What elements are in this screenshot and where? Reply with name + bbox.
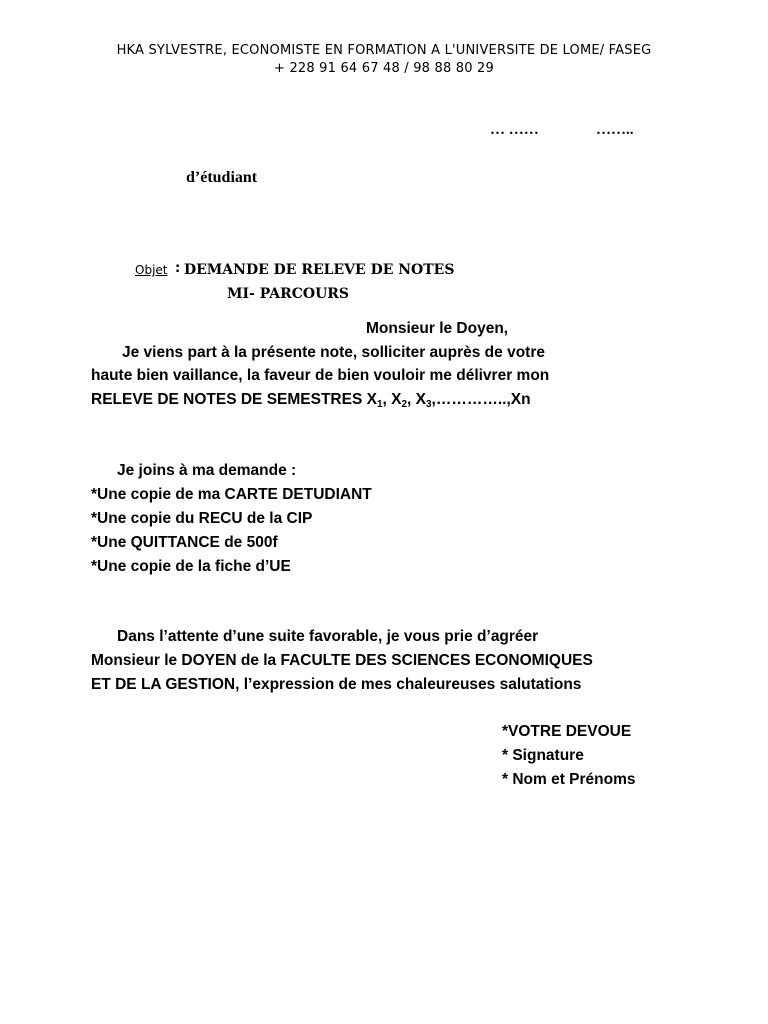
objet-colon: : [175,261,181,276]
closing-line2: Monsieur le DOYEN de la FACULTE DES SCIENCES ECONOMIQUES [91,652,593,669]
semester-sub-3: 3 [425,399,432,410]
objet-line-1: DEMANDE DE RELEVE DE NOTES [184,262,455,278]
paragraph1-line2: haute bien vaillance, la faveur de bien vouloir me délivrer mon [91,367,550,384]
semester-sep-1: , X [382,391,402,408]
signature-block-item: * Nom et Prénoms [502,771,636,788]
semester-sub-2: 2 [401,399,408,410]
date-placeholder-dots-2: …….. [596,122,634,138]
paragraph1-line1: Je viens part à la présente note, solliciter auprès de votre [122,344,545,361]
semester-sep-2: , X [407,391,426,408]
attachments-intro: Je joins à ma demande : [117,462,297,479]
attachment-item: *Une copie du RECU de la CIP [91,510,313,527]
semesters-prefix: RELEVE DE NOTES DE SEMESTRES X [91,391,377,408]
objet-line-2: MI- PARCOURS [227,286,350,302]
attachment-item: *Une copie de ma CARTE DETUDIANT [91,486,372,503]
header-phone-line: + 228 91 64 67 48 / 98 88 80 29 [274,61,494,76]
header-author-line: HKA SYLVESTRE, ECONOMISTE EN FORMATION A L'UNIVERSITE DE LOME/ FASEG [116,43,652,58]
date-placeholder-dots: … …… [490,122,539,138]
salutation: Monsieur le Doyen, [366,320,509,337]
attachment-item: *Une QUITTANCE de 500f [91,534,278,551]
signature-block-item: *VOTRE DEVOUE [502,723,632,740]
objet-label: Objet [135,263,168,277]
semesters-suffix: ,…………..,Xn [431,391,531,408]
attachment-item: *Une copie de la fiche d’UE [91,558,291,575]
paragraph1-line3 [91,391,531,409]
closing-line3: ET DE LA GESTION, l’expression de mes chaleureuses salutations [91,676,582,693]
signature-block-item: * Signature [502,747,584,764]
closing-line1: Dans l’attente d’une suite favorable, je vous prie d’agréer [117,628,539,645]
student-line: d’étudiant [186,169,258,186]
semester-sub-1: 1 [376,399,383,410]
